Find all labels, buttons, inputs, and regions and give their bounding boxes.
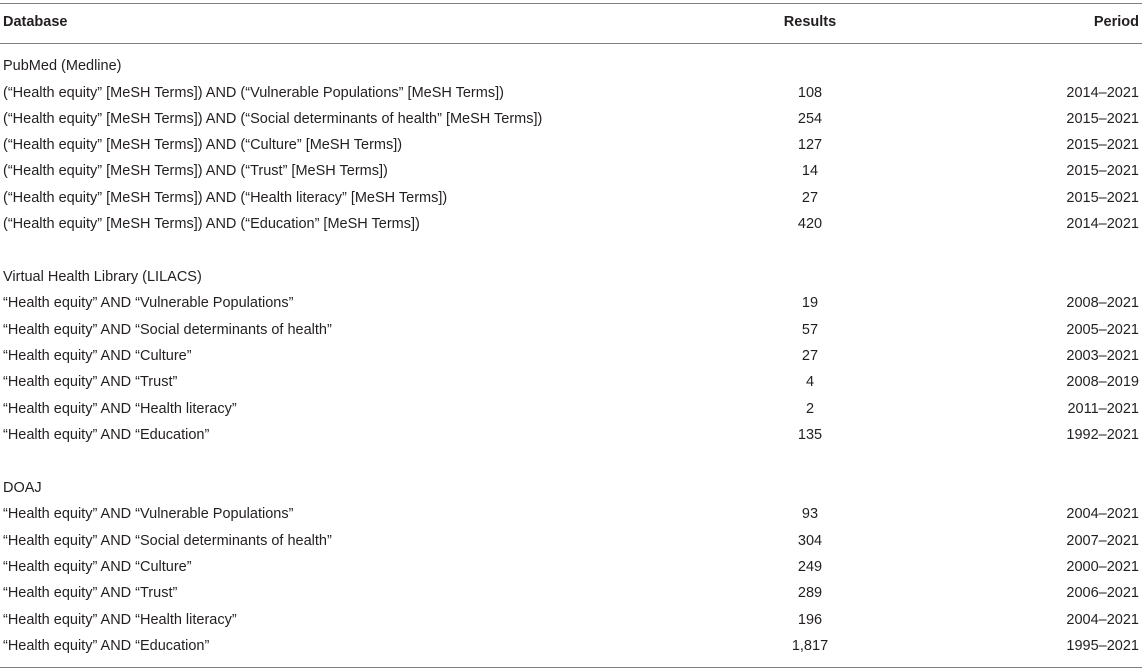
header-database: Database	[3, 14, 68, 30]
results-cell: 2	[805, 401, 815, 417]
period-cell: 2006–2021	[1066, 585, 1139, 601]
section-name: DOAJ	[3, 480, 42, 496]
query-cell: “Health equity” AND “Vulnerable Populations”	[3, 295, 294, 311]
query-cell: (“Health equity” [MeSH Terms]) AND (“Education” [MeSH Terms])	[3, 216, 420, 232]
period-cell: 2015–2021	[1066, 190, 1139, 206]
table-row	[0, 185, 1142, 211]
header-period: Period	[1093, 14, 1139, 30]
query-cell: “Health equity” AND “Culture”	[3, 348, 192, 364]
period-cell: 2008–2019	[1066, 374, 1139, 390]
query-cell: (“Health equity” [MeSH Terms]) AND (“Social determinants of health” [MeSH Terms])	[3, 111, 543, 127]
period-cell: 1992–2021	[1066, 427, 1139, 443]
period-cell: 2015–2021	[1066, 137, 1139, 153]
query-cell: (“Health equity” [MeSH Terms]) AND (“Health literacy” [MeSH Terms])	[3, 190, 448, 206]
query-cell: (“Health equity” [MeSH Terms]) AND (“Culture” [MeSH Terms])	[3, 137, 403, 153]
results-cell: 304	[797, 533, 823, 549]
query-cell: “Health equity” AND “Social determinants of health”	[3, 533, 332, 549]
table-row	[0, 501, 1142, 527]
table-row	[0, 528, 1142, 554]
period-cell: 1995–2021	[1066, 638, 1139, 654]
period-cell: 2015–2021	[1066, 163, 1139, 179]
table-header-rule	[0, 43, 1142, 44]
table-row	[0, 290, 1142, 316]
query-cell: “Health equity” AND “Social determinants of health”	[3, 322, 332, 338]
section-name: Virtual Health Library (LILACS)	[3, 269, 202, 285]
results-cell: 420	[797, 216, 823, 232]
table-row	[0, 607, 1142, 633]
table-row	[0, 633, 1142, 659]
results-cell: 27	[801, 190, 819, 206]
results-cell: 1,817	[791, 638, 829, 654]
period-cell: 2000–2021	[1066, 559, 1139, 575]
table-row	[0, 106, 1142, 132]
table-row	[0, 369, 1142, 395]
results-cell: 27	[801, 348, 819, 364]
query-cell: (“Health equity” [MeSH Terms]) AND (“Trust” [MeSH Terms])	[3, 163, 388, 179]
header-results: Results	[783, 14, 837, 30]
period-cell: 2005–2021	[1066, 322, 1139, 338]
table-bottom-rule	[0, 667, 1142, 668]
section-heading-lilacs	[0, 264, 1142, 290]
table-row	[0, 132, 1142, 158]
results-cell: 289	[797, 585, 823, 601]
period-cell: 2015–2021	[1066, 111, 1139, 127]
query-cell: “Health equity” AND “Education”	[3, 638, 210, 654]
results-cell: 57	[801, 322, 819, 338]
results-cell: 127	[797, 137, 823, 153]
results-cell: 135	[797, 427, 823, 443]
query-cell: “Health equity” AND “Health literacy”	[3, 612, 237, 628]
table-row	[0, 554, 1142, 580]
table-row	[0, 317, 1142, 343]
table-row	[0, 80, 1142, 106]
period-cell: 2008–2021	[1066, 295, 1139, 311]
table-row	[0, 580, 1142, 606]
table-header-row	[0, 9, 1142, 35]
query-cell: “Health equity” AND “Culture”	[3, 559, 192, 575]
query-cell: “Health equity” AND “Vulnerable Populations”	[3, 506, 294, 522]
results-cell: 254	[797, 111, 823, 127]
results-cell: 196	[797, 612, 823, 628]
results-cell: 4	[805, 374, 815, 390]
results-cell: 14	[801, 163, 819, 179]
period-cell: 2003–2021	[1066, 348, 1139, 364]
table-row	[0, 422, 1142, 448]
query-cell: “Health equity” AND “Trust”	[3, 585, 178, 601]
period-cell: 2014–2021	[1066, 85, 1139, 101]
query-cell: (“Health equity” [MeSH Terms]) AND (“Vulnerable Populations” [MeSH Terms])	[3, 85, 504, 101]
results-cell: 19	[801, 295, 819, 311]
query-cell: “Health equity” AND “Trust”	[3, 374, 178, 390]
results-cell: 93	[801, 506, 819, 522]
section-name: PubMed (Medline)	[3, 58, 122, 74]
section-heading-doaj	[0, 475, 1142, 501]
period-cell: 2004–2021	[1066, 612, 1139, 628]
results-cell: 249	[797, 559, 823, 575]
table-row	[0, 343, 1142, 369]
table-row	[0, 211, 1142, 237]
period-cell: 2004–2021	[1066, 506, 1139, 522]
query-cell: “Health equity” AND “Health literacy”	[3, 401, 237, 417]
results-cell: 108	[797, 85, 823, 101]
table-row	[0, 396, 1142, 422]
table-top-rule	[0, 3, 1142, 4]
period-cell: 2014–2021	[1066, 216, 1139, 232]
query-cell: “Health equity” AND “Education”	[3, 427, 210, 443]
period-cell: 2007–2021	[1066, 533, 1139, 549]
table-row	[0, 158, 1142, 184]
section-heading-pubmed	[0, 53, 1142, 79]
period-cell: 2011–2021	[1067, 401, 1139, 417]
